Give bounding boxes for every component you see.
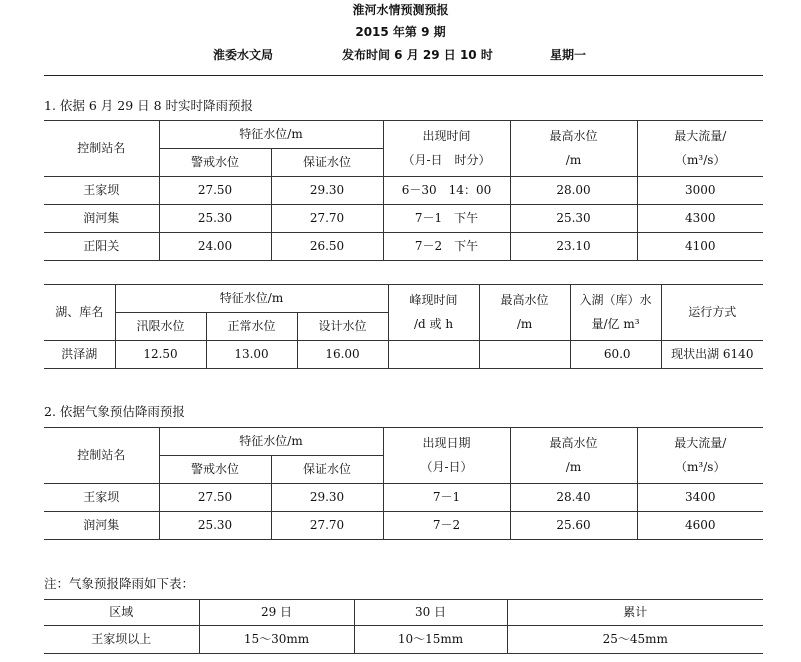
header-operation: 运行方式 (661, 285, 763, 341)
header-day-29: 29 日 (199, 600, 354, 626)
max-level-cell: 25.60 (510, 512, 637, 540)
header-warn: 警戒水位 (159, 149, 271, 177)
max-level-cell: 28.00 (510, 177, 637, 205)
header-time-line2: （月-日 时分） (402, 153, 491, 167)
max-flow-cell: 3000 (637, 177, 763, 205)
station-cell: 王家坝 (44, 177, 159, 205)
header-date-line2: （月-日） (420, 460, 473, 474)
header-normal-level: 正常水位 (206, 313, 297, 341)
table-row (44, 177, 763, 205)
guarantee-cell: 29.30 (271, 484, 383, 512)
station-cell: 正阳关 (44, 233, 159, 261)
header-max-level-line2: /m (516, 317, 533, 331)
header-max-level (479, 285, 570, 341)
header-max-level-line1: 最高水位 (549, 436, 598, 450)
design-level-cell: 16.00 (297, 341, 388, 369)
operation-cell: 现状出湖 6140 (661, 341, 763, 369)
day-29-cell: 15～30mm (199, 626, 354, 654)
header-station: 控制站名 (44, 428, 159, 484)
flood-limit-cell: 12.50 (115, 341, 206, 369)
time-cell: 7－1 下午 (383, 205, 510, 233)
max-level-cell: 23.10 (510, 233, 637, 261)
header-area: 区域 (44, 600, 199, 626)
warn-cell: 27.50 (159, 484, 271, 512)
total-cell: 25～45mm (507, 626, 763, 654)
table-row (44, 484, 763, 512)
header-flood-limit: 汛限水位 (115, 313, 206, 341)
header-peak-line1: 峰现时间 (409, 293, 458, 307)
note-heading: 注：气象预报降雨如下表： (44, 576, 195, 591)
peak-time-cell (388, 341, 479, 369)
warn-cell: 25.30 (159, 512, 271, 540)
header-time-line1: 出现时间 (422, 129, 471, 143)
header-time (383, 121, 510, 177)
header-max-level-line1: 最高水位 (500, 293, 549, 307)
issue-number: 2015 年第 9 期 (355, 25, 446, 39)
header-feature-level: 特征水位/m (159, 428, 383, 456)
header-max-level-line2: /m (565, 460, 582, 474)
header-date-line1: 出现日期 (422, 436, 471, 450)
day-30-cell: 10～15mm (354, 626, 507, 654)
header-inflow-line2: 量/亿 m³ (591, 317, 640, 331)
guarantee-cell: 27.70 (271, 512, 383, 540)
section1-heading: 1. 依据 6 月 29 日 8 时实时降雨预报 (44, 98, 254, 113)
date-cell: 7－1 (383, 484, 510, 512)
max-level-cell (479, 341, 570, 369)
area-cell: 王家坝以上 (44, 626, 199, 654)
table-row (44, 512, 763, 540)
station-cell: 润河集 (44, 512, 159, 540)
table-row (44, 341, 763, 369)
time-cell: 6－30 14：00 (383, 177, 510, 205)
header-max-level-line1: 最高水位 (549, 129, 598, 143)
guarantee-cell: 27.70 (271, 205, 383, 233)
time-cell: 7－2 下午 (383, 233, 510, 261)
header-date (383, 428, 510, 484)
section2-heading: 2. 依据气象预估降雨预报 (44, 404, 185, 419)
header-guarantee: 保证水位 (271, 456, 383, 484)
header-day-30: 30 日 (354, 600, 507, 626)
inflow-cell: 60.0 (570, 341, 661, 369)
header-max-flow (637, 428, 763, 484)
header-max-flow-line2: （m³/s） (675, 460, 726, 474)
weather-forecast-table (44, 427, 763, 540)
lake-table (44, 284, 763, 369)
header-design-level: 设计水位 (297, 313, 388, 341)
header-max-flow-line1: 最大流量/ (674, 436, 727, 450)
header-max-level-line2: /m (565, 153, 582, 167)
rainfall-table (44, 599, 763, 654)
header-warn: 警戒水位 (159, 456, 271, 484)
warn-cell: 24.00 (159, 233, 271, 261)
max-flow-cell: 4300 (637, 205, 763, 233)
document-title: 淮河水情预测预报 (352, 3, 449, 17)
header-max-flow-line1: 最大流量/ (674, 129, 727, 143)
weekday: 星期一 (550, 48, 587, 62)
station-cell: 润河集 (44, 205, 159, 233)
max-level-cell: 25.30 (510, 205, 637, 233)
lake-cell: 洪泽湖 (44, 341, 115, 369)
table-row (44, 233, 763, 261)
max-level-cell: 28.40 (510, 484, 637, 512)
guarantee-cell: 29.30 (271, 177, 383, 205)
publish-time: 发布时间 6 月 29 日 10 时 (342, 48, 493, 62)
max-flow-cell: 4100 (637, 233, 763, 261)
max-flow-cell: 4600 (637, 512, 763, 540)
header-max-flow-line2: （m³/s） (675, 153, 726, 167)
normal-level-cell: 13.00 (206, 341, 297, 369)
header-max-level (510, 428, 637, 484)
warn-cell: 27.50 (159, 177, 271, 205)
header-total: 累计 (507, 600, 763, 626)
agency-name: 淮委水文局 (213, 48, 274, 62)
header-max-level (510, 121, 637, 177)
table-row (44, 205, 763, 233)
header-guarantee: 保证水位 (271, 149, 383, 177)
guarantee-cell: 26.50 (271, 233, 383, 261)
header-feature-level: 特征水位/m (159, 121, 383, 149)
header-divider (44, 75, 763, 76)
header-peak-line2: /d 或 h (413, 317, 454, 331)
header-max-flow (637, 121, 763, 177)
date-cell: 7－2 (383, 512, 510, 540)
station-cell: 王家坝 (44, 484, 159, 512)
header-feature-level: 特征水位/m (115, 285, 388, 313)
warn-cell: 25.30 (159, 205, 271, 233)
header-station: 控制站名 (44, 121, 159, 177)
realtime-forecast-table (44, 120, 763, 261)
header-peak-time (388, 285, 479, 341)
header-inflow (570, 285, 661, 341)
max-flow-cell: 3400 (637, 484, 763, 512)
header-lake: 湖、库名 (44, 285, 115, 341)
table-row (44, 626, 763, 654)
header-inflow-line1: 入湖（库）水 (579, 293, 652, 307)
